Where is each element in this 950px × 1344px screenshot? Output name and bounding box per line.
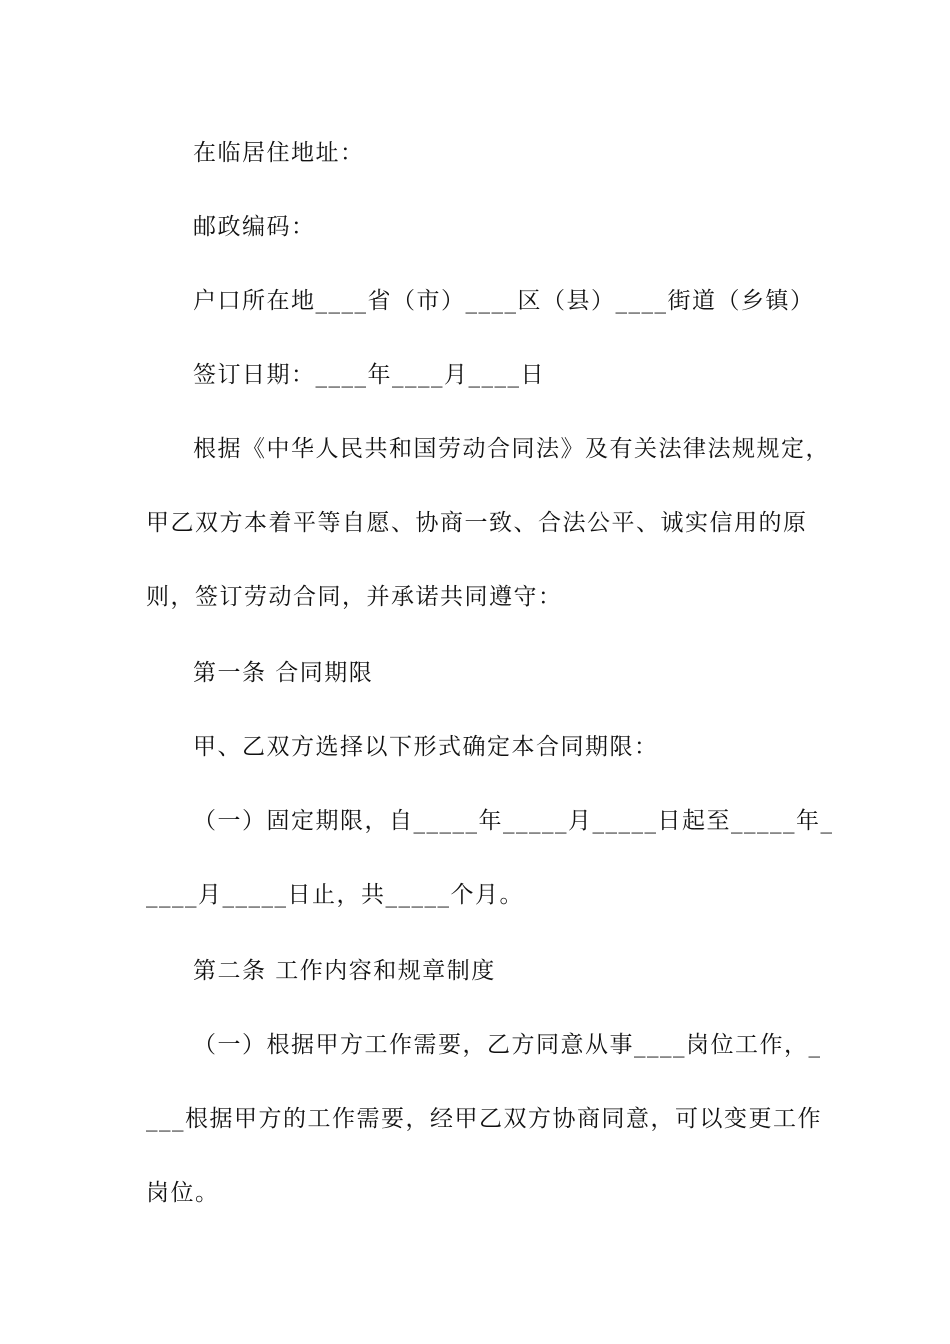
article-one-intro: 甲、乙双方选择以下形式确定本合同期限：: [193, 734, 659, 760]
household-registration-line: 户口所在地____省（市）____区（县）____街道（乡镇）: [193, 288, 815, 314]
fixed-term-line-1: （一）固定期限，自_____年_____月_____日起至_____年_: [193, 808, 834, 834]
paragraph-basis-line-2: 甲乙双方本着平等自愿、协商一致、合法公平、诚实信用的原: [146, 510, 808, 536]
signing-date-line: 签订日期：____年____月____日: [193, 362, 545, 388]
job-position-line-1: （一）根据甲方工作需要，乙方同意从事____岗位工作，_: [193, 1032, 822, 1058]
article-one-heading: 第一条 合同期限: [193, 660, 374, 686]
paragraph-basis-line-1: 根据《中华人民共和国劳动合同法》及有关法律法规规定，: [193, 436, 830, 462]
fixed-term-line-2: ____月_____日止，共_____个月。: [146, 882, 524, 908]
postal-code-label: 邮政编码：: [193, 214, 316, 240]
article-two-heading: 第二条 工作内容和规章制度: [193, 958, 496, 984]
temporary-address-label: 在临居住地址：: [193, 140, 365, 166]
job-position-line-3: 岗位。: [146, 1180, 220, 1206]
paragraph-basis-line-3: 则，签订劳动合同，并承诺共同遵守：: [146, 584, 563, 610]
job-position-line-2: ___根据甲方的工作需要，经甲乙双方协商同意，可以变更工作: [146, 1106, 822, 1132]
